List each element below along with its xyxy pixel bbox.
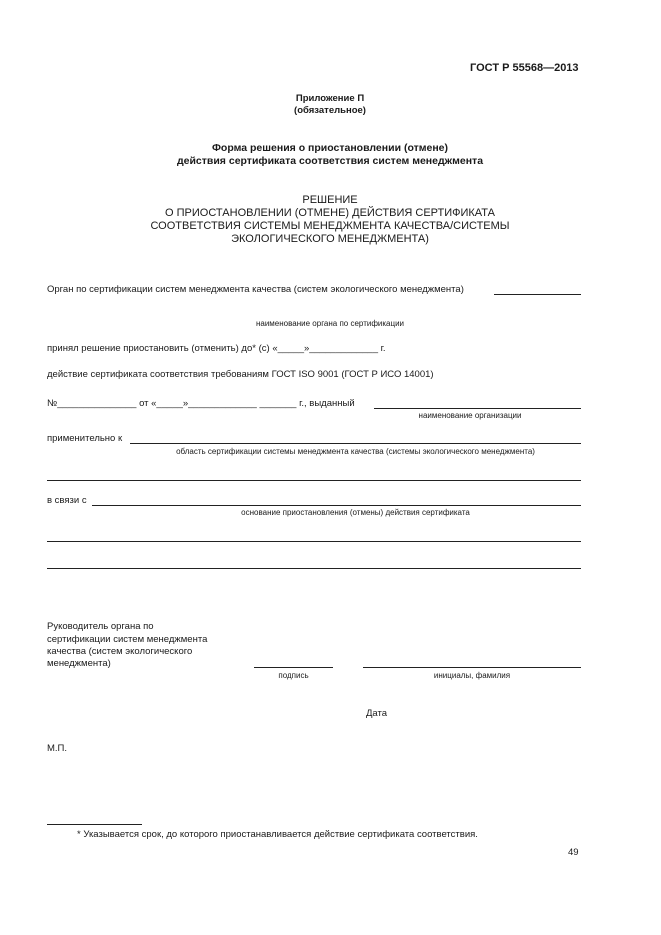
decided-text: принял решение приостановить (отменить) до* (с) «_____»_____________ г.	[47, 343, 386, 354]
reason-caption: основание приостановления (отмены) действия сертификата	[241, 508, 470, 517]
form-title-line2: действия сертификата соответствия систем менеджмента	[176, 155, 484, 167]
reason-label: в связи с	[47, 495, 87, 506]
decision-heading: РЕШЕНИЕ	[302, 194, 358, 206]
decision-line3: СООТВЕТСТВИЯ СИСТЕМЫ МЕНЕДЖМЕНТА КАЧЕСТВА/СИСТЕМЫ	[150, 220, 510, 232]
certificate-text: действие сертификата соответствия требованиям ГОСТ ISO 9001 (ГОСТ Р ИСО 14001)	[47, 369, 434, 380]
head-line4: менеджмента)	[47, 658, 111, 669]
organ-field-line	[494, 294, 581, 295]
date-label: Дата	[366, 708, 388, 719]
applicable-label: применительно к	[47, 433, 123, 444]
seal-label: М.П.	[47, 743, 68, 754]
name-field-line	[363, 667, 581, 668]
decision-line4: ЭКОЛОГИЧЕСКОГО МЕНЕДЖМЕНТА)	[231, 233, 429, 245]
appendix-title: Приложение П	[295, 93, 365, 104]
scope-caption: область сертификации системы менеджмента качества (системы экологического менеджмента)	[176, 447, 535, 456]
reason-extra-line-2	[47, 568, 581, 569]
decision-line2: О ПРИОСТАНОВЛЕНИИ (ОТМЕНЕ) ДЕЙСТВИЯ СЕРТИФИКАТА	[165, 207, 495, 219]
footnote-separator	[47, 824, 142, 825]
head-line3: качества (систем экологического	[47, 646, 193, 657]
organ-label: Орган по сертификации систем менеджмента качества (систем экологического менеджмента)	[47, 284, 464, 295]
organ-caption: наименование органа по сертификации	[255, 319, 405, 328]
scope-extra-line	[47, 480, 581, 481]
reason-extra-line-1	[47, 541, 581, 542]
appendix-status: (обязательное)	[294, 105, 366, 116]
number-text: №_______________ от «_____»_____________ _______ г., выданный	[47, 398, 355, 409]
signature-caption: подпись	[278, 671, 309, 680]
footnote-text: * Указывается срок, до которого приостанавливается действие сертификата соответствия.	[77, 829, 478, 840]
scope-field-line	[130, 443, 581, 444]
page-number: 49	[568, 847, 579, 858]
name-caption: инициалы, фамилия	[433, 671, 511, 680]
reason-field-line	[92, 505, 581, 506]
signature-field-line	[254, 667, 333, 668]
standard-number: ГОСТ Р 55568—2013	[470, 62, 579, 74]
organization-caption: наименование организации	[418, 411, 522, 420]
organization-field-line	[374, 408, 581, 409]
head-line1: Руководитель органа по	[47, 621, 154, 632]
head-line2: сертификации систем менеджмента	[47, 634, 208, 645]
form-title-line1: Форма решения о приостановлении (отмене)	[211, 142, 449, 154]
